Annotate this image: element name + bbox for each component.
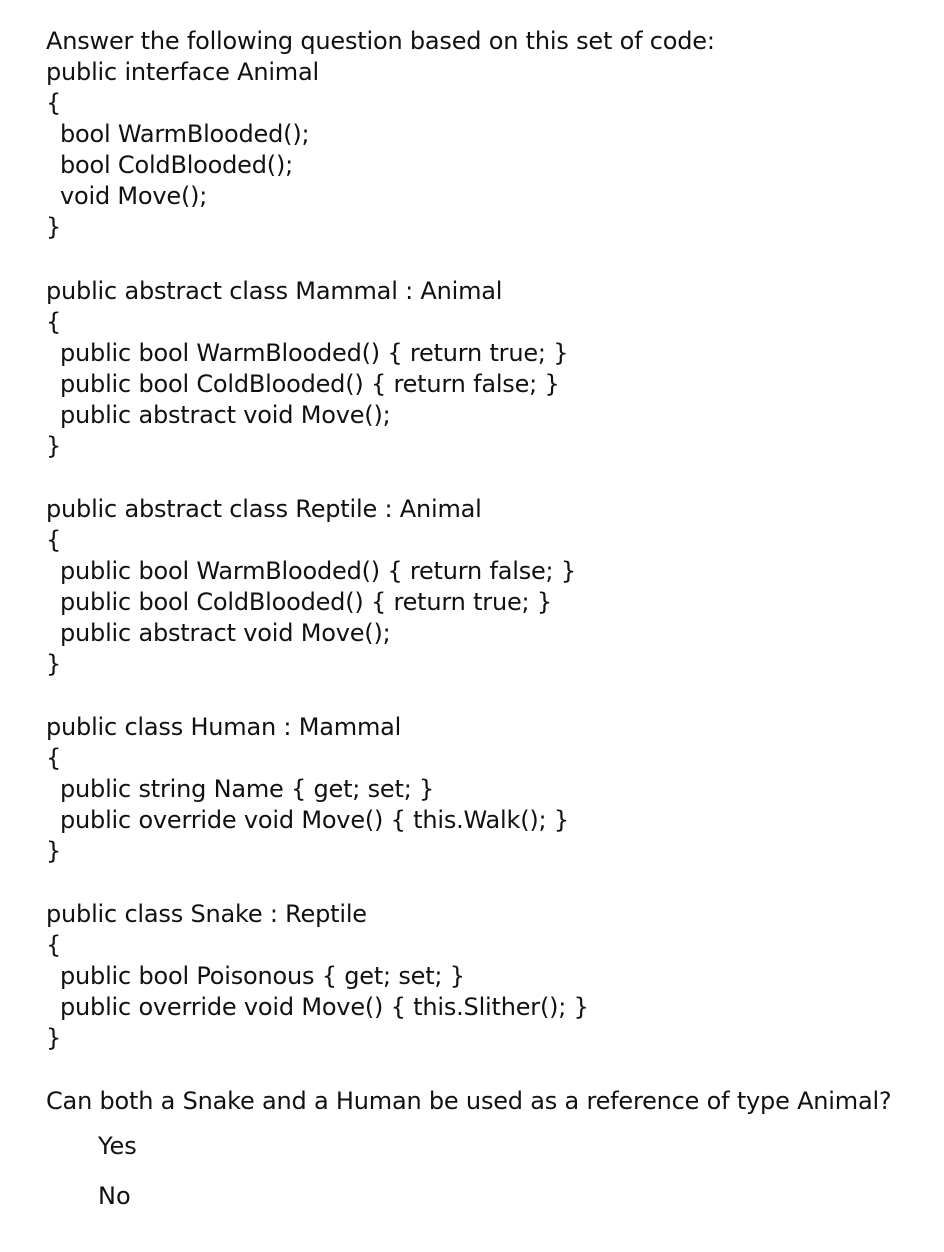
code-line: void Move(); — [60, 182, 208, 210]
code-line: bool ColdBlooded(); — [60, 151, 293, 179]
code-line: public class Human : Mammal — [46, 713, 402, 741]
code-line: public string Name { get; set; } — [60, 775, 435, 803]
code-line: } — [46, 1024, 62, 1052]
code-line: public override void Move() { this.Walk(); } — [60, 806, 569, 834]
code-line: } — [46, 837, 62, 865]
code-line: { — [46, 744, 62, 772]
code-line: public abstract void Move(); — [60, 619, 391, 647]
code-line: public abstract void Move(); — [60, 401, 391, 429]
code-line: public bool Poisonous { get; set; } — [60, 962, 465, 990]
code-line: { — [46, 931, 62, 959]
code-line: } — [46, 432, 62, 460]
code-line: public interface Animal — [46, 58, 319, 86]
code-line: { — [46, 308, 62, 336]
code-line: public bool ColdBlooded() { return true; } — [60, 588, 552, 616]
code-line: } — [46, 650, 62, 678]
code-line: { — [46, 89, 62, 117]
intro-text: Answer the following question based on this set of code: — [46, 27, 715, 55]
answer-option-no[interactable]: No — [98, 1182, 131, 1210]
code-line: public bool WarmBlooded() { return true; } — [60, 339, 569, 367]
code-line: { — [46, 526, 62, 554]
code-line: public abstract class Reptile : Animal — [46, 495, 482, 523]
code-line: bool WarmBlooded(); — [60, 120, 310, 148]
code-line: public bool WarmBlooded() { return false; } — [60, 557, 576, 585]
question-text: Can both a Snake and a Human be used as a reference of type Animal? — [46, 1087, 892, 1115]
code-line: public override void Move() { this.Slither(); } — [60, 993, 589, 1021]
code-line: public abstract class Mammal : Animal — [46, 277, 503, 305]
code-line: public class Snake : Reptile — [46, 900, 367, 928]
code-line: public bool ColdBlooded() { return false; } — [60, 370, 560, 398]
answer-option-yes[interactable]: Yes — [98, 1132, 137, 1160]
code-line: } — [46, 213, 62, 241]
